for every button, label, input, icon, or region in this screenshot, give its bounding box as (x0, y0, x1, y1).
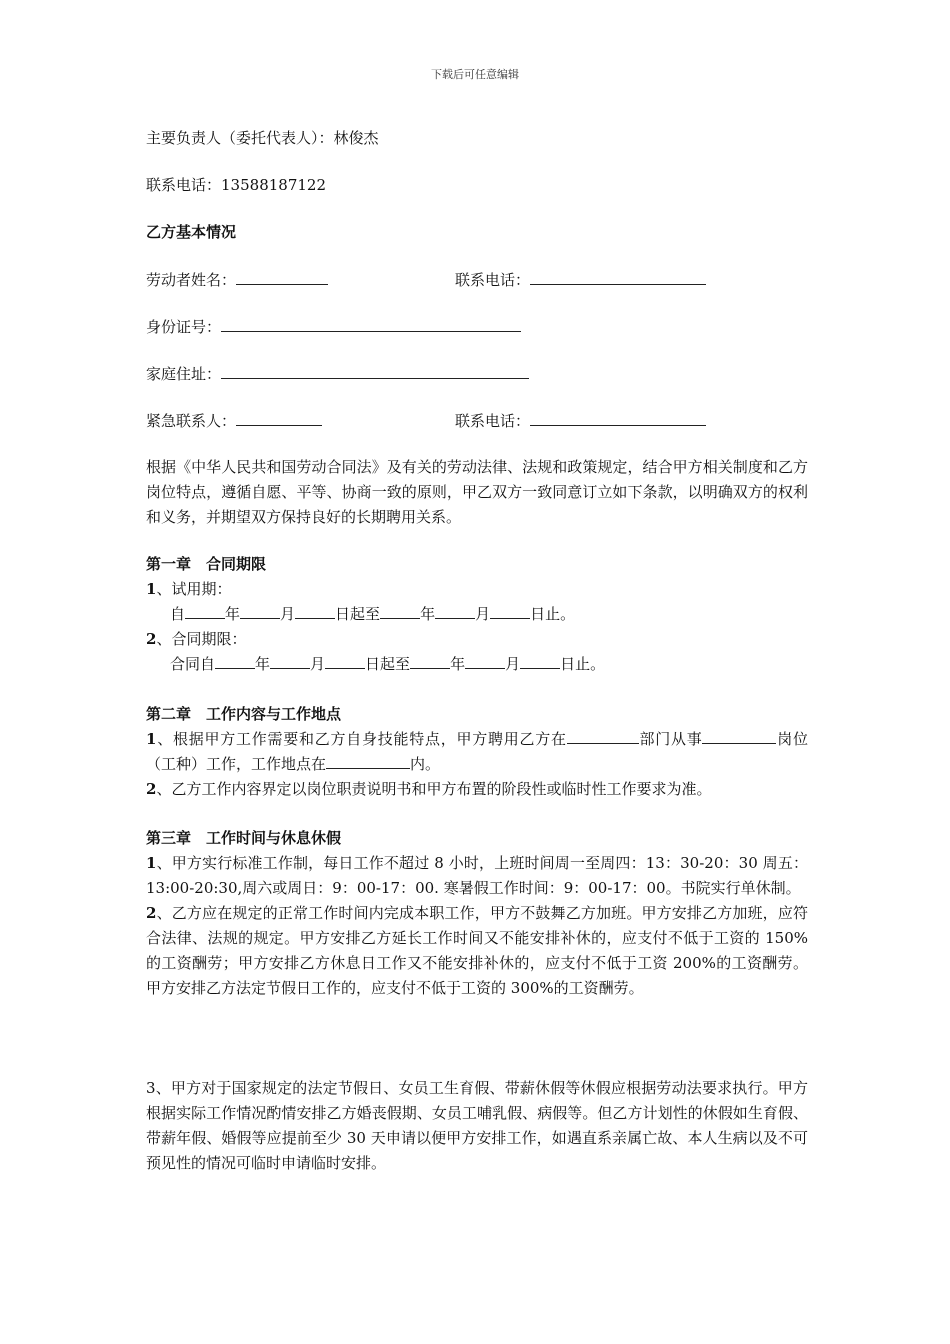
chapter-2-title: 第二章 工作内容与工作地点 (146, 705, 342, 723)
chapter-3-title: 第三章 工作时间与休息休假 (146, 829, 342, 847)
ch1-item-1-dates: 自 年 月 日起至 年 月 日止。 (170, 605, 576, 623)
phone-value: 13588187122 (221, 176, 326, 194)
worker-name-label: 劳动者姓名： (146, 271, 237, 289)
rep-name: 林俊杰 (333, 129, 379, 147)
phone-label: 联系电话： (146, 176, 222, 194)
ch1-item-2 (146, 627, 808, 652)
ch1-item-1-label: 、试用期： (156, 580, 232, 598)
chapter-2 (146, 702, 808, 802)
party-b-title: 乙方基本情况 (146, 223, 237, 241)
ch2-item-1: 1、根据甲方工作需要和乙方自身技能特点，甲方聘用乙方在 部门从事 岗位（工种）工作，工作地点在 内。 (146, 730, 808, 773)
chapter-1 (146, 552, 808, 677)
worker-phone-label: 联系电话： (455, 271, 531, 289)
ch2-item-1-num: 1 (146, 730, 157, 748)
address-row (146, 364, 529, 384)
emergency-phone-label: 联系电话： (455, 412, 531, 430)
id-row (146, 317, 521, 337)
worker-phone-row (455, 270, 706, 290)
chapter-3 (146, 826, 808, 1001)
ch3-item-2-num: 2 (146, 904, 157, 922)
emergency-phone-row (455, 411, 706, 431)
emergency-phone-field[interactable] (530, 411, 706, 426)
ch3-item-2: 2、乙方应在规定的正常工作时间内完成本职工作，甲方不鼓舞乙方加班。甲方安排乙方加班，应符合法律、法规的规定。甲方安排乙方延长工作时间又不能安排补休的，应支付不低于工资的 150%的工资酬劳；甲方安排乙方休息日工作又不能安排补休的，应支付不低于工资 200%的工资酬劳。甲方安排乙方法定节假日工作的，应支付不低于工资的 300%的工资酬劳。 (146, 904, 808, 997)
ch1-item-1 (146, 577, 808, 602)
ch3-item-1: 1、甲方实行标准工作制，每日工作不超过 8 小时，上班时间周一至周四：13：30-20：30 周五：13:00-20:30,周六或周日：9：00-17：00. 寒暑假工作时间：9：00-17：00。书院实行单休制。 (146, 854, 808, 897)
ch2-item-2-num: 2 (146, 780, 157, 798)
emergency-field[interactable] (236, 411, 322, 426)
address-label: 家庭住址： (146, 365, 222, 383)
worker-phone-field[interactable] (530, 270, 706, 285)
id-label: 身份证号： (146, 318, 222, 336)
rep-label: 主要负责人（委托代表人）： (146, 129, 334, 147)
intro-paragraph: 根据《中华人民共和国劳动合同法》及有关的劳动法律、法规和政策规定，结合甲方相关制度和乙方岗位特点，遵循自愿、平等、协商一致的原则，甲乙双方一致同意订立如下条款，以明确双方的权利和义务，并期望双方保持良好的长期聘用关系。 (146, 458, 808, 526)
ch3-item-1-num: 1 (146, 854, 157, 872)
party-a-rep (146, 128, 379, 148)
chapter-1-title: 第一章 合同期限 (146, 555, 267, 573)
ch1-item-2-num: 2 (146, 630, 157, 648)
ch1-item-2-label: 、合同期限： (156, 630, 247, 648)
worker-name-row (146, 270, 328, 290)
emergency-row (146, 411, 322, 431)
page-header: 下载后可任意编辑 (431, 68, 519, 81)
ch3-item-3: 3、甲方对于国家规定的法定节假日、女员工生育假、带薪休假等休假应根据劳动法要求执行。甲方根据实际工作情况酌情安排乙方婚丧假期、女员工哺乳假、病假等。但乙方计划性的休假如生育假、带薪年假、婚假等应提前至少 30 天申请以便甲方安排工作，如遇直系亲属亡故、本人生病以及不可预见性的情况可临时申请临时安排。 (146, 1079, 808, 1172)
ch1-item-2-dates: 合同自 年 月 日起至 年 月 日止。 (170, 655, 606, 673)
ch2-item-2: 2、乙方工作内容界定以岗位职责说明书和甲方布置的阶段性或临时性工作要求为准。 (146, 780, 712, 798)
emergency-label: 紧急联系人： (146, 412, 237, 430)
id-field[interactable] (221, 317, 521, 332)
party-a-phone (146, 175, 326, 195)
worker-name-field[interactable] (236, 270, 328, 285)
address-field[interactable] (221, 364, 529, 379)
ch1-item-1-num: 1 (146, 580, 157, 598)
